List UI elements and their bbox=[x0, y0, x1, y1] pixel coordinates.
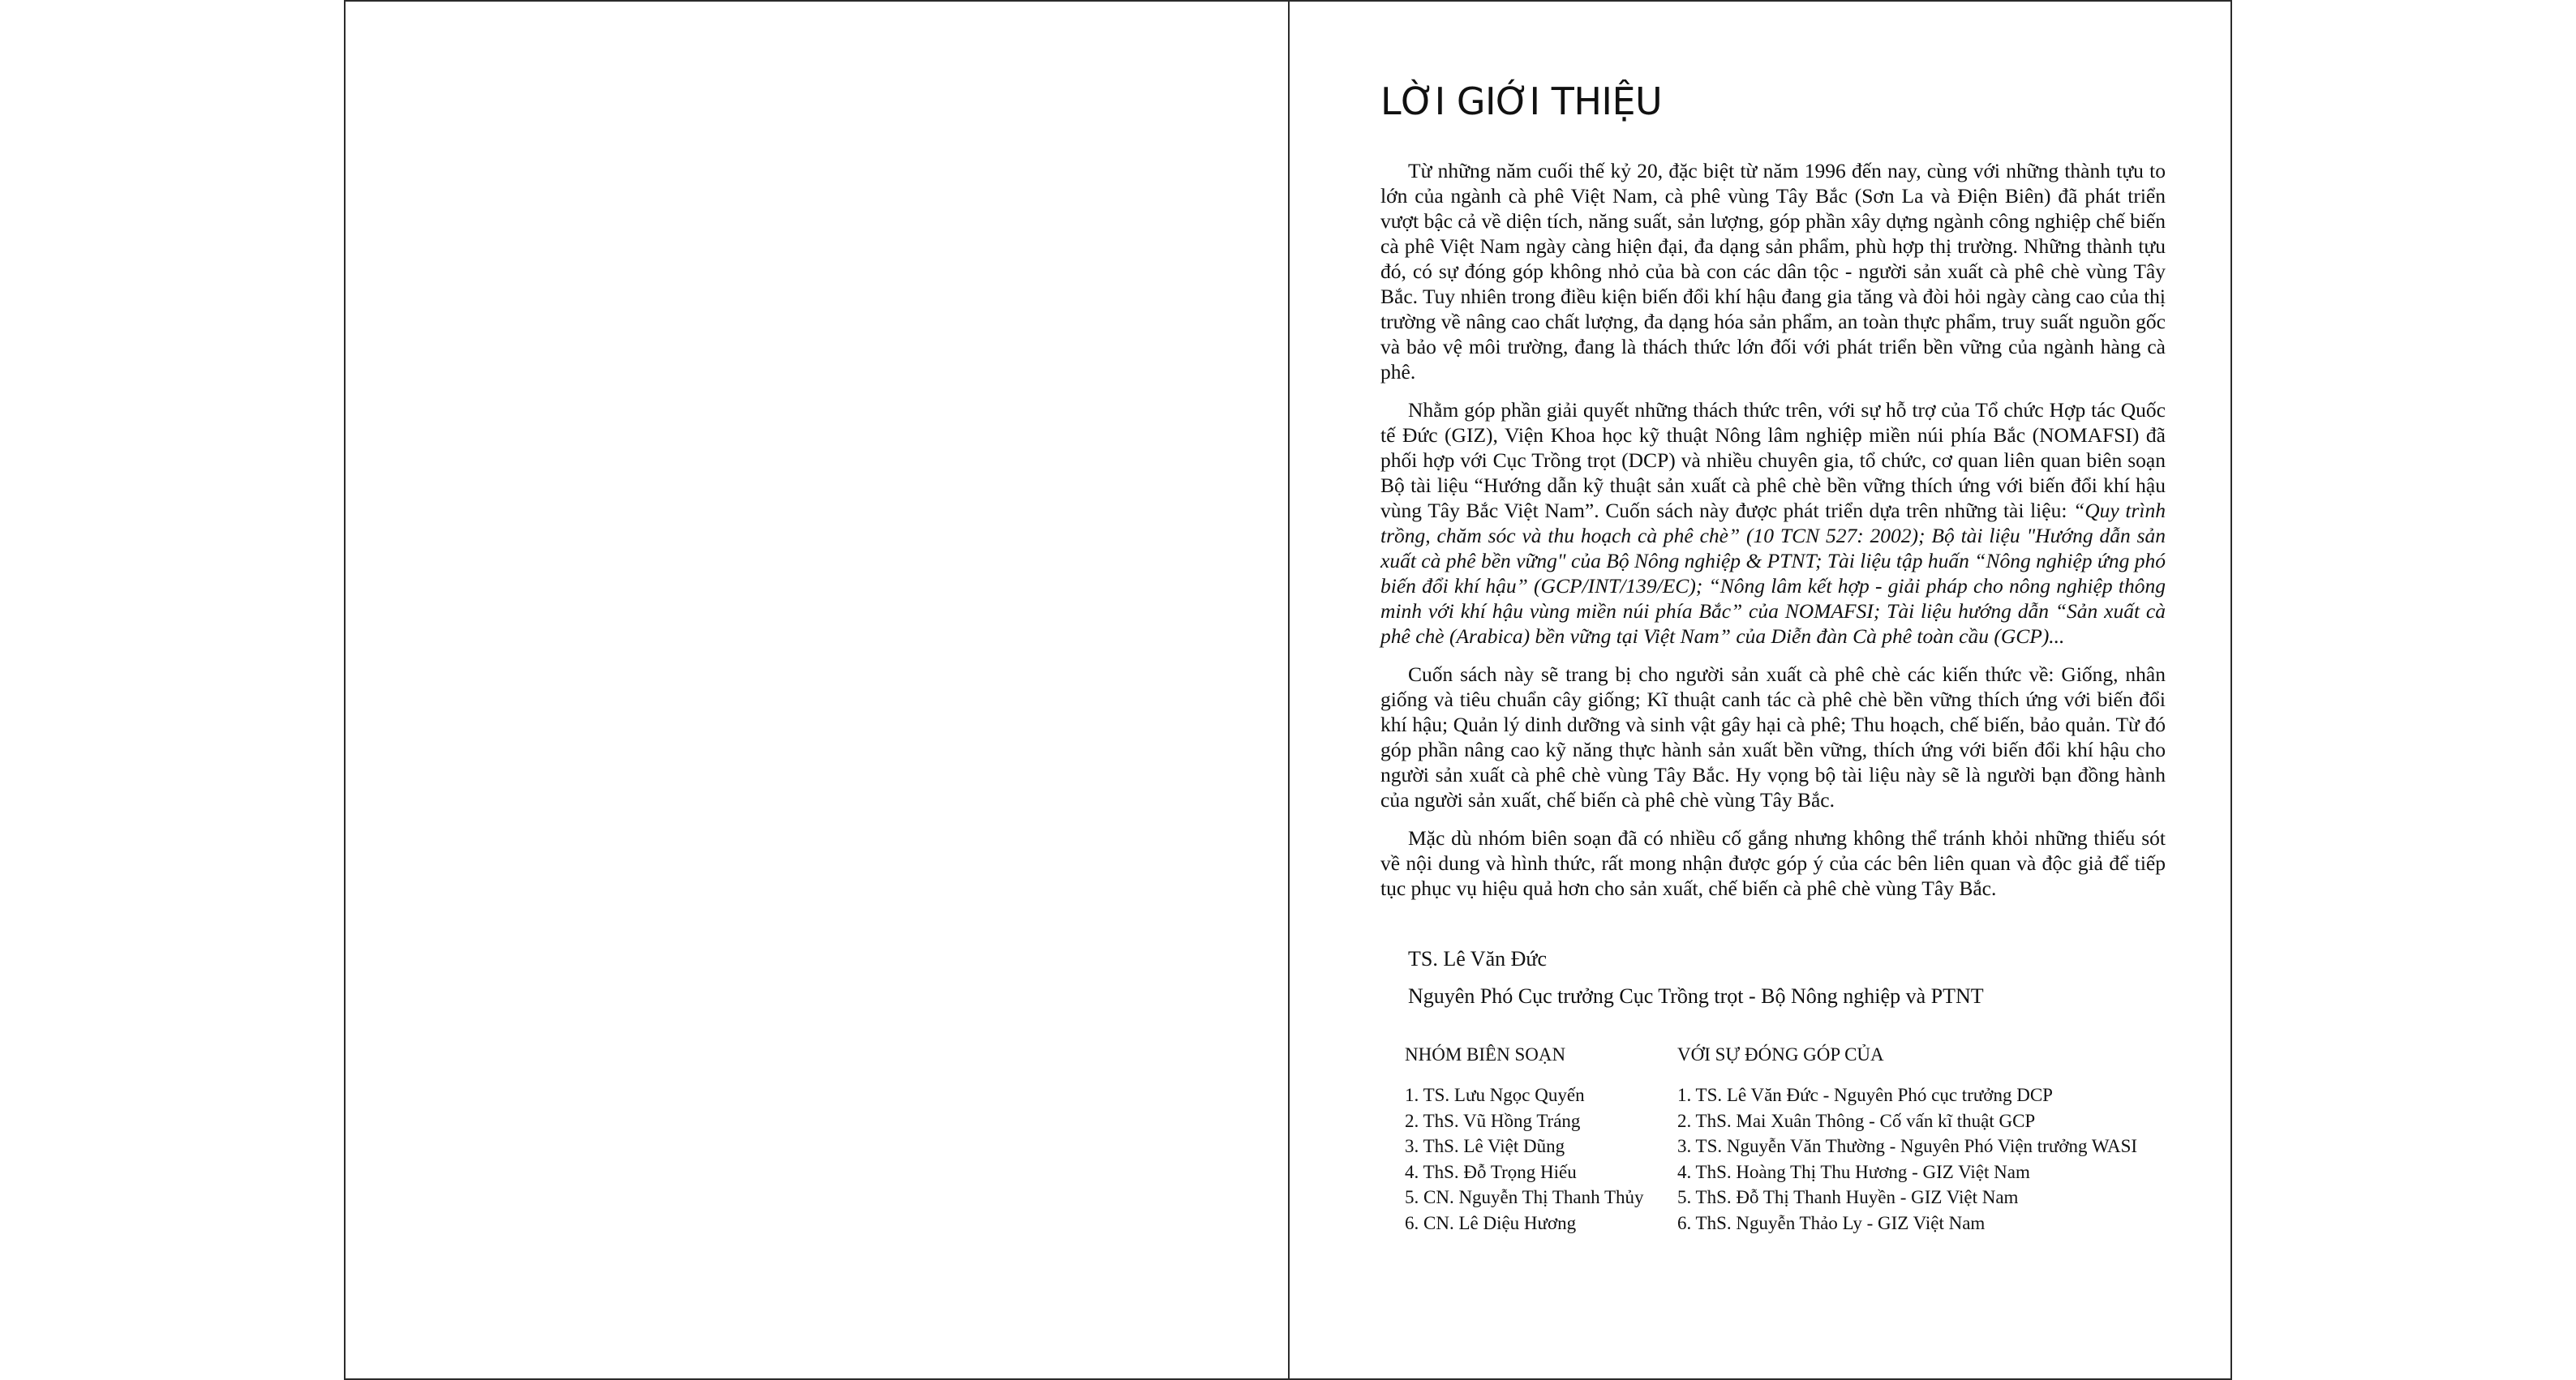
contributors-list bbox=[1677, 1082, 2166, 1236]
contributors-column bbox=[1677, 1044, 2166, 1236]
list-item: 5. ThS. Đỗ Thị Thanh Huyền - GIZ Việt Nam bbox=[1677, 1187, 2019, 1208]
list-item: 2. ThS. Vũ Hồng Tráng bbox=[1405, 1110, 1581, 1131]
list-item: 1. TS. Lê Văn Đức - Nguyên Phó cục trưởng DCP bbox=[1677, 1085, 2053, 1106]
paragraph-text: Nhằm góp phần giải quyết những thách thức trên, với sự hỗ trợ của Tổ chức Hợp tác Quốc tế Đức (GIZ), Viện Khoa học kỹ thuật Nông lâm nghiệp miền núi phía Bắc (NOMAFSI) đã phối hợp với Cục Trồng trọt (DCP) và nhiều chuyên gia, tổ chức, cơ quan liên quan biên soạn Bộ tài liệu “Hướng dẫn kỹ thuật sản xuất cà phê chè bền vững thích ứng với biến đổi khí hậu vùng Tây Bắc Việt Nam”. Cuốn sách này được phát triển dựa trên những tài liệu: bbox=[1380, 398, 2166, 523]
paragraph-1 bbox=[1380, 158, 2166, 384]
introduction-page bbox=[1288, 0, 2232, 1380]
list-item: 3. TS. Nguyễn Văn Thường - Nguyên Phó Viện trưởng WASI bbox=[1677, 1136, 2138, 1157]
list-item: 6. CN. Lê Diệu Hương bbox=[1405, 1212, 1577, 1233]
paragraph-4 bbox=[1380, 825, 2166, 901]
list-item: 5. CN. Nguyễn Thị Thanh Thủy bbox=[1405, 1187, 1644, 1208]
list-item: 1. TS. Lưu Ngọc Quyến bbox=[1405, 1085, 1585, 1106]
list-item: 2. ThS. Mai Xuân Thông - Cố vấn kĩ thuật GCP bbox=[1677, 1110, 2036, 1131]
signature-block bbox=[1408, 946, 2166, 1009]
paragraph-italic-text: “Quy trình trồng, chăm sóc và thu hoạch cà phê chè” (10 TCN 527: 2002); Bộ tài liệu "Hướng dẫn sản xuất cà phê bền vững" của Bộ Nông nghiệp & PTNT; Tài liệu tập huấn “Nông nghiệp ứng phó biến đổi khí hậu” (GCP/INT/139/EC); “Nông lâm kết hợp - giải pháp cho nông nghiệp thông minh với khí hậu vùng miền núi phía Bắc” của NOMAFSI; Tài liệu hướng dẫn “Sản xuất cà phê chè (Arabica) bền vững tại Việt Nam” của Diễn đàn Cà phê toàn cầu (GCP)... bbox=[1380, 499, 2166, 649]
contributors-title: VỚI SỰ ĐÓNG GÓP CỦA bbox=[1677, 1044, 1884, 1065]
blank-left-page bbox=[344, 0, 1288, 1380]
credits-section bbox=[1405, 1044, 2166, 1236]
authors-column bbox=[1405, 1044, 1677, 1236]
page-content bbox=[1380, 79, 2166, 1236]
page-title: LỜI GIỚI THIỆU bbox=[1380, 79, 1663, 123]
paragraph-2 bbox=[1380, 397, 2166, 649]
paragraph-text: Mặc dù nhóm biên soạn đã có nhiều cố gắng nhưng không thể tránh khỏi những thiếu sót về nội dung và hình thức, rất mong nhận được góp ý của các bên liên quan và độc giả để tiếp tục phục vụ hiệu quả hơn cho sản xuất, chế biến cà phê chè vùng Tây Bắc. bbox=[1380, 826, 2166, 901]
list-item: 6. ThS. Nguyễn Thảo Ly - GIZ Việt Nam bbox=[1677, 1212, 1986, 1233]
authors-title: NHÓM BIÊN SOẠN bbox=[1405, 1044, 1566, 1065]
introduction-body bbox=[1380, 158, 2166, 901]
signature-role: Nguyên Phó Cục trưởng Cục Trồng trọt - Bộ Nông nghiệp và PTNT bbox=[1408, 984, 1984, 1009]
list-item: 3. ThS. Lê Việt Dũng bbox=[1405, 1136, 1565, 1157]
authors-list bbox=[1405, 1082, 1677, 1236]
paragraph-text: Từ những năm cuối thế kỷ 20, đặc biệt từ năm 1996 đến nay, cùng với những thành tựu to lớn của ngành cà phê Việt Nam, cà phê vùng Tây Bắc (Sơn La và Điện Biên) đã phát triển vượt bậc cả về diện tích, năng suất, sản lượng, góp phần xây dựng ngành công nghiệp chế biến cà phê Việt Nam ngày càng hiện đại, đa dạng sản phẩm, phù hợp thị trường. Những thành tựu đó, có sự đóng góp không nhỏ của bà con các dân tộc - người sản xuất cà phê chè vùng Tây Bắc. Tuy nhiên trong điều kiện biến đổi khí hậu đang gia tăng và đòi hỏi ngày càng cao của thị trường về nâng cao chất lượng, đa dạng hóa sản phẩm, an toàn thực phẩm, truy suất nguồn gốc và bảo vệ môi trường, đang là thách thức lớn đối với phát triển bền vững của ngành hàng cà phê. bbox=[1380, 159, 2166, 384]
list-item: 4. ThS. Đỗ Trọng Hiếu bbox=[1405, 1161, 1577, 1182]
paragraph-3 bbox=[1380, 662, 2166, 812]
signature-name: TS. Lê Văn Đức bbox=[1408, 947, 1548, 971]
list-item: 4. ThS. Hoàng Thị Thu Hương - GIZ Việt Nam bbox=[1677, 1161, 2030, 1182]
paragraph-text: Cuốn sách này sẽ trang bị cho người sản xuất cà phê chè các kiến thức về: Giống, nhân giống và tiêu chuẩn cây giống; Kĩ thuật canh tác cà phê chè bền vững thích ứng với biến đổi khí hậu; Quản lý dinh dưỡng và sinh vật gây hại cà phê; Thu hoạch, chế biến, bảo quản. Từ đó góp phần nâng cao kỹ năng thực hành sản xuất bền vững, thích ứng với biến đổi khí hậu cho người sản xuất cà phê chè vùng Tây Bắc. Hy vọng bộ tài liệu này sẽ là người bạn đồng hành của người sản xuất, chế biến cà phê chè vùng Tây Bắc. bbox=[1380, 662, 2166, 812]
